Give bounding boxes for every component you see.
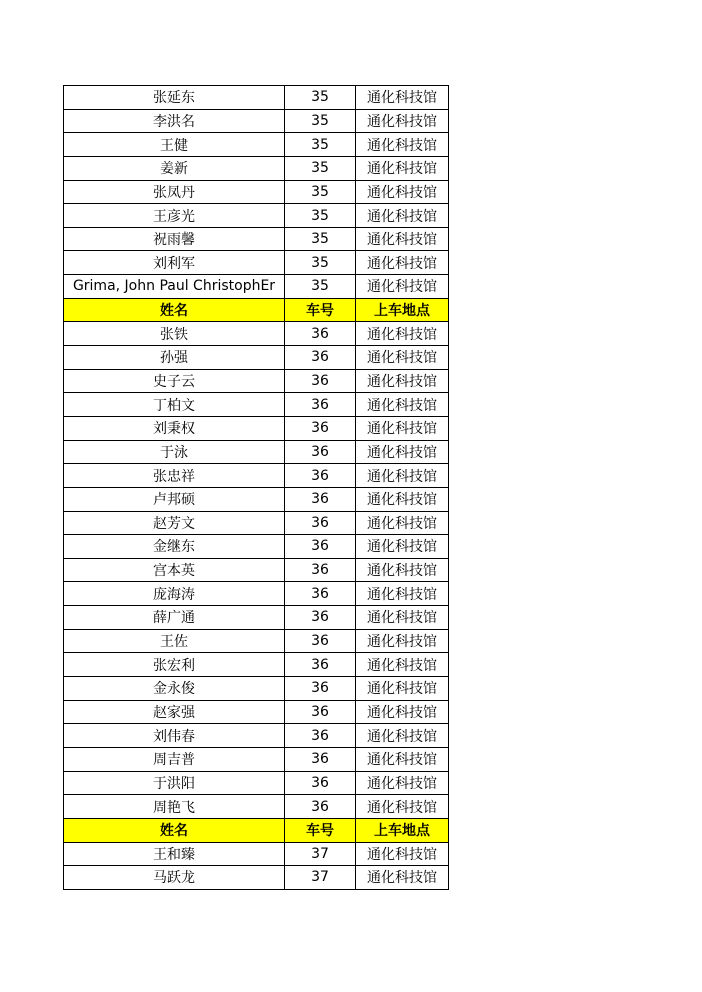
- car-number-cell: 37: [285, 842, 356, 866]
- name-cell: 薛广通: [64, 606, 285, 630]
- table-row: [64, 700, 449, 724]
- table-row: [64, 204, 449, 228]
- table-row: [64, 322, 449, 346]
- pickup-place-cell: 通化科技馆: [356, 677, 449, 701]
- pickup-place-cell: 通化科技馆: [356, 464, 449, 488]
- table-row: [64, 724, 449, 748]
- pickup-place-cell: 通化科技馆: [356, 866, 449, 890]
- bus-roster-table: [63, 85, 449, 890]
- table-row: [64, 440, 449, 464]
- name-cell: 张铁: [64, 322, 285, 346]
- pickup-place-cell: 通化科技馆: [356, 511, 449, 535]
- car-number-cell: 36: [285, 322, 356, 346]
- table-row: [64, 227, 449, 251]
- name-cell: 于泳: [64, 440, 285, 464]
- name-cell: 周艳飞: [64, 795, 285, 819]
- name-cell: 卢邦硕: [64, 487, 285, 511]
- table-row: [64, 795, 449, 819]
- table-row: [64, 558, 449, 582]
- name-cell: 王和臻: [64, 842, 285, 866]
- table-row: [64, 156, 449, 180]
- car-number-cell: 36: [285, 606, 356, 630]
- name-cell: 王健: [64, 133, 285, 157]
- car-number-cell: 36: [285, 795, 356, 819]
- name-cell: 庞海涛: [64, 582, 285, 606]
- pickup-place-cell: 通化科技馆: [356, 747, 449, 771]
- name-cell: 于洪阳: [64, 771, 285, 795]
- pickup-place-cell: 通化科技馆: [356, 440, 449, 464]
- pickup-place-cell: 通化科技馆: [356, 795, 449, 819]
- table-row: [64, 653, 449, 677]
- table-row: [64, 487, 449, 511]
- car-number-cell: 36: [285, 487, 356, 511]
- table-row: [64, 511, 449, 535]
- name-cell: 王彦光: [64, 204, 285, 228]
- pickup-place-cell: 通化科技馆: [356, 700, 449, 724]
- name-cell: 赵芳文: [64, 511, 285, 535]
- pickup-place-cell: 通化科技馆: [356, 606, 449, 630]
- name-cell: 宫本英: [64, 558, 285, 582]
- table-row: [64, 393, 449, 417]
- pickup-place-cell: 通化科技馆: [356, 535, 449, 559]
- table-row: [64, 747, 449, 771]
- header-car-cell: 车号: [285, 298, 356, 322]
- name-cell: 刘伟春: [64, 724, 285, 748]
- car-number-cell: 36: [285, 416, 356, 440]
- car-number-cell: 35: [285, 156, 356, 180]
- car-number-cell: 36: [285, 464, 356, 488]
- pickup-place-cell: 通化科技馆: [356, 393, 449, 417]
- name-cell: 史子云: [64, 369, 285, 393]
- pickup-place-cell: 通化科技馆: [356, 156, 449, 180]
- header-car-cell: 车号: [285, 818, 356, 842]
- table-row: [64, 606, 449, 630]
- pickup-place-cell: 通化科技馆: [356, 842, 449, 866]
- name-cell: 张忠祥: [64, 464, 285, 488]
- bus-roster-body: [64, 86, 449, 890]
- car-number-cell: 36: [285, 558, 356, 582]
- car-number-cell: 35: [285, 251, 356, 275]
- table-row: [64, 133, 449, 157]
- header-row: [64, 298, 449, 322]
- pickup-place-cell: 通化科技馆: [356, 653, 449, 677]
- table-row: [64, 842, 449, 866]
- pickup-place-cell: 通化科技馆: [356, 180, 449, 204]
- car-number-cell: 36: [285, 653, 356, 677]
- pickup-place-cell: 通化科技馆: [356, 771, 449, 795]
- table-row: [64, 866, 449, 890]
- name-cell: 祝雨馨: [64, 227, 285, 251]
- name-cell: 刘秉权: [64, 416, 285, 440]
- pickup-place-cell: 通化科技馆: [356, 133, 449, 157]
- table-row: [64, 346, 449, 370]
- pickup-place-cell: 通化科技馆: [356, 346, 449, 370]
- header-place-cell: 上车地点: [356, 818, 449, 842]
- car-number-cell: 36: [285, 369, 356, 393]
- car-number-cell: 36: [285, 440, 356, 464]
- pickup-place-cell: 通化科技馆: [356, 86, 449, 110]
- table-row: [64, 109, 449, 133]
- table-row: [64, 369, 449, 393]
- name-cell: 姜新: [64, 156, 285, 180]
- car-number-cell: 36: [285, 393, 356, 417]
- pickup-place-cell: 通化科技馆: [356, 275, 449, 299]
- pickup-place-cell: 通化科技馆: [356, 487, 449, 511]
- name-cell: 李洪名: [64, 109, 285, 133]
- car-number-cell: 36: [285, 724, 356, 748]
- header-place-cell: 上车地点: [356, 298, 449, 322]
- name-cell: 孙强: [64, 346, 285, 370]
- name-cell: 马跃龙: [64, 866, 285, 890]
- car-number-cell: 35: [285, 133, 356, 157]
- name-cell: 金继东: [64, 535, 285, 559]
- table-row: [64, 582, 449, 606]
- car-number-cell: 35: [285, 86, 356, 110]
- table-row: [64, 464, 449, 488]
- name-cell: 张延东: [64, 86, 285, 110]
- car-number-cell: 36: [285, 700, 356, 724]
- car-number-cell: 35: [285, 275, 356, 299]
- name-cell: 刘利军: [64, 251, 285, 275]
- car-number-cell: 36: [285, 511, 356, 535]
- car-number-cell: 36: [285, 582, 356, 606]
- name-cell: 金永俊: [64, 677, 285, 701]
- car-number-cell: 36: [285, 677, 356, 701]
- header-row: [64, 818, 449, 842]
- table-row: [64, 416, 449, 440]
- pickup-place-cell: 通化科技馆: [356, 322, 449, 346]
- header-name-cell: 姓名: [64, 818, 285, 842]
- pickup-place-cell: 通化科技馆: [356, 251, 449, 275]
- name-cell: 王佐: [64, 629, 285, 653]
- table-row: [64, 535, 449, 559]
- car-number-cell: 36: [285, 346, 356, 370]
- name-cell: Grima, John Paul ChristophEr: [64, 275, 285, 299]
- car-number-cell: 35: [285, 180, 356, 204]
- pickup-place-cell: 通化科技馆: [356, 724, 449, 748]
- pickup-place-cell: 通化科技馆: [356, 416, 449, 440]
- pickup-place-cell: 通化科技馆: [356, 629, 449, 653]
- table-row: [64, 251, 449, 275]
- name-cell: 张凤丹: [64, 180, 285, 204]
- name-cell: 赵家强: [64, 700, 285, 724]
- car-number-cell: 36: [285, 771, 356, 795]
- car-number-cell: 35: [285, 227, 356, 251]
- name-cell: 张宏利: [64, 653, 285, 677]
- table-row: [64, 677, 449, 701]
- pickup-place-cell: 通化科技馆: [356, 227, 449, 251]
- pickup-place-cell: 通化科技馆: [356, 582, 449, 606]
- table-row: [64, 629, 449, 653]
- car-number-cell: 36: [285, 629, 356, 653]
- name-cell: 周吉普: [64, 747, 285, 771]
- car-number-cell: 37: [285, 866, 356, 890]
- header-name-cell: 姓名: [64, 298, 285, 322]
- name-cell: 丁柏文: [64, 393, 285, 417]
- table-row: [64, 771, 449, 795]
- table-row: [64, 180, 449, 204]
- table-row: [64, 86, 449, 110]
- pickup-place-cell: 通化科技馆: [356, 204, 449, 228]
- car-number-cell: 36: [285, 747, 356, 771]
- table-row: [64, 275, 449, 299]
- pickup-place-cell: 通化科技馆: [356, 369, 449, 393]
- car-number-cell: 36: [285, 535, 356, 559]
- car-number-cell: 35: [285, 109, 356, 133]
- pickup-place-cell: 通化科技馆: [356, 109, 449, 133]
- car-number-cell: 35: [285, 204, 356, 228]
- pickup-place-cell: 通化科技馆: [356, 558, 449, 582]
